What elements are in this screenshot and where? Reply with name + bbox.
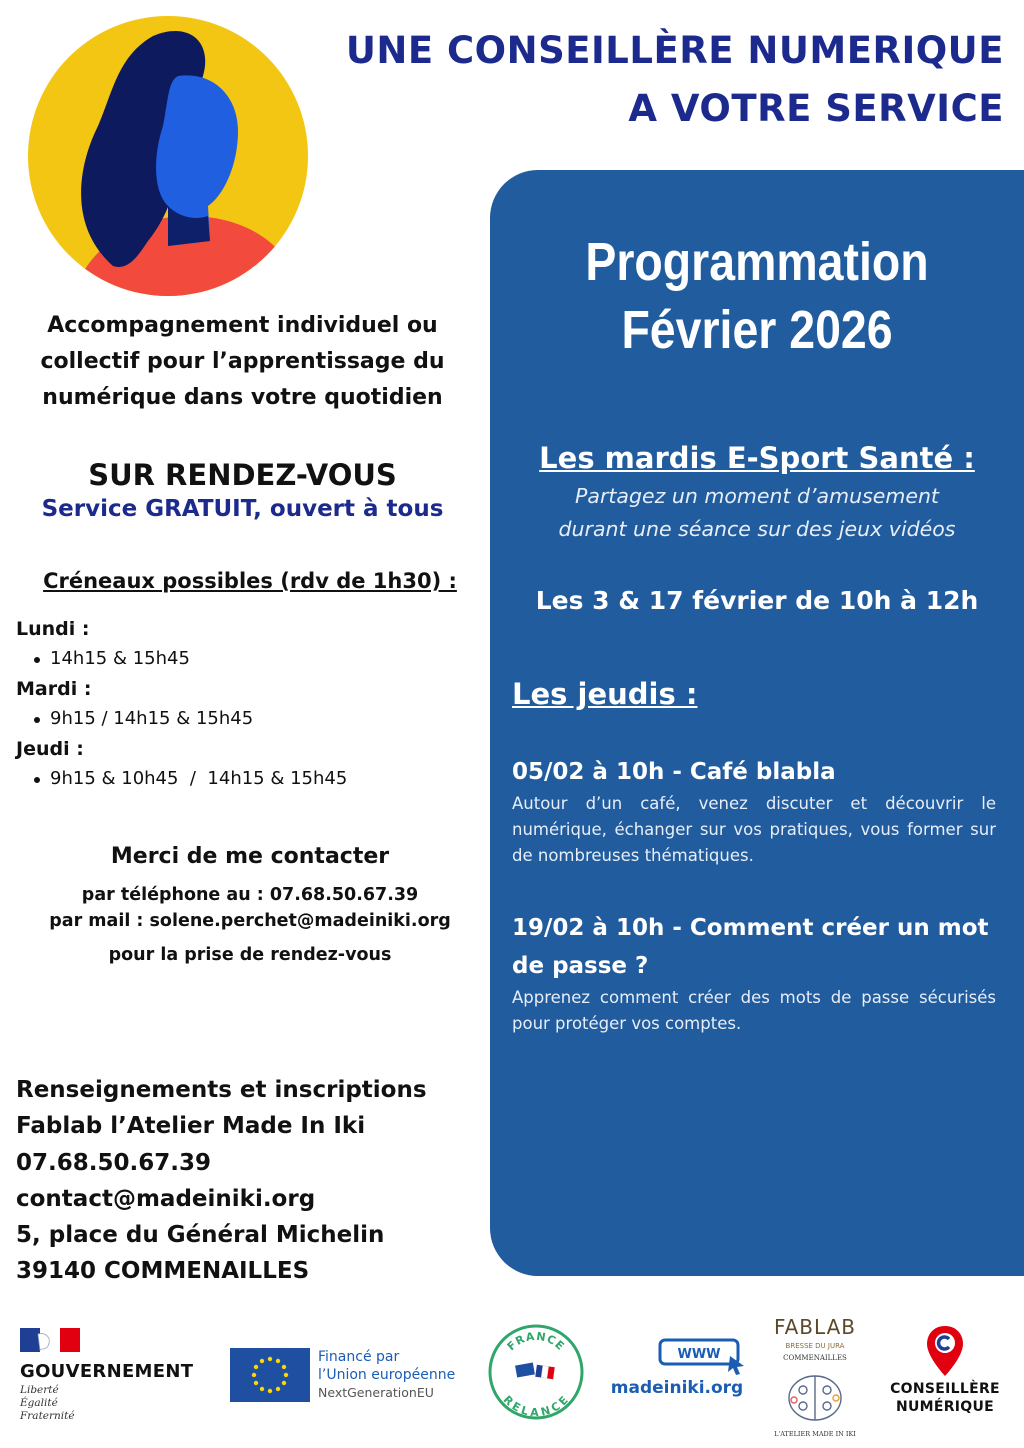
france-relance-logo — [486, 1322, 586, 1422]
intro-line-2: collectif pour l’apprentissage du — [40, 349, 445, 374]
eu-flag-icon — [230, 1348, 310, 1402]
event-description: Autour d’un café, venez discuter et découvrir le numérique, échanger sur vos pratiques, vous former sur de nombreuses thématiques. — [512, 794, 996, 865]
eu-nextgen: NextGenerationEU — [318, 1385, 434, 1400]
tuesday-dates: Les 3 & 17 février de 10h à 12h — [535, 586, 979, 615]
fablab-subtitle: BRESSE DU JURA — [785, 1342, 845, 1350]
info-city: 39140 COMMENAILLES — [16, 1258, 310, 1285]
gov-motto-liberte: Liberté — [20, 1384, 59, 1396]
slots-heading: Créneaux possibles (rdv de 1h30) : — [43, 569, 457, 593]
slot-day-monday: Lundi : — [16, 618, 90, 640]
contact-email[interactable]: par mail : solene.perchet@madeiniki.org — [49, 911, 451, 931]
slot-times-tuesday: 9h15 / 14h15 & 15h45 — [16, 703, 486, 735]
government-logo — [20, 1328, 210, 1423]
brain-icon — [789, 1376, 841, 1420]
tuesday-heading: Les mardis E-Sport Santé : — [539, 441, 975, 475]
conseillere-numerique-logo — [880, 1324, 1010, 1424]
tuesday-desc-line-1: Partagez un moment d’amusement — [575, 484, 939, 508]
www-browser-icon — [658, 1336, 748, 1376]
contact-note: pour la prise de rendez-vous — [108, 945, 392, 965]
info-address: 5, place du Général Michelin — [16, 1222, 385, 1249]
fablab-footer: L'ATELIER MADE IN IKI — [774, 1430, 856, 1438]
slot-day-thursday: Jeudi : — [16, 738, 84, 760]
marianne-flag-icon — [20, 1328, 80, 1352]
info-phone[interactable]: 07.68.50.67.39 — [16, 1149, 211, 1176]
slot-day-tuesday: Mardi : — [16, 678, 92, 700]
title-line-2: A VOTRE SERVICE — [628, 87, 1004, 130]
event-card — [512, 753, 996, 869]
website-logo[interactable] — [600, 1330, 760, 1420]
fablab-town: COMMENAILLES — [783, 1354, 847, 1362]
intro-line-1: Accompagnement individuel ou — [47, 313, 438, 338]
info-venue: Fablab l’Atelier Made In Iki — [16, 1113, 366, 1140]
cons-line-1: CONSEILLÈRE — [890, 1381, 1000, 1397]
title-line-1: UNE CONSEILLÈRE NUMERIQUE — [345, 29, 1004, 72]
intro-text — [10, 308, 475, 416]
tuesday-description — [510, 480, 1004, 546]
slots-list — [16, 615, 486, 795]
info-heading: Renseignements et inscriptions — [16, 1077, 427, 1103]
gov-motto-egalite: Égalité — [20, 1397, 58, 1409]
contact-phone[interactable]: par téléphone au : 07.68.50.67.39 — [81, 885, 419, 905]
relance-top-text: FRANCE — [504, 1329, 568, 1354]
intro-line-3: numérique dans votre quotidien — [42, 385, 443, 410]
fablab-logo — [760, 1308, 870, 1448]
program-panel — [490, 170, 1024, 1276]
gov-motto-fraternite: Fraternité — [20, 1410, 75, 1422]
relance-bottom-text: RELANCE — [500, 1393, 572, 1420]
event-title: 05/02 à 10h - Café blabla — [512, 759, 836, 785]
event-description: Apprenez comment créer des mots de passe sécurisés pour protéger vos comptes. — [512, 988, 996, 1033]
gov-name: GOUVERNEMENT — [20, 1361, 194, 1382]
contact-details — [10, 882, 490, 934]
partner-logos — [0, 1300, 1024, 1448]
program-title-line-1: Programmation — [585, 232, 929, 292]
info-block — [16, 1072, 486, 1290]
event-title: 19/02 à 10h - Comment créer un mot de passe ? — [512, 915, 989, 979]
fablab-title: FABLAB — [773, 1315, 857, 1339]
cons-line-2: NUMÉRIQUE — [895, 1399, 995, 1415]
www-badge-text: WWW — [677, 1347, 721, 1362]
slot-times-monday: 14h15 & 15h45 — [16, 643, 486, 675]
eu-funded-by: Financé par — [318, 1349, 400, 1365]
free-service-subtitle: Service GRATUIT, ouvert à tous — [41, 496, 444, 522]
advisor-avatar-illustration — [28, 16, 308, 296]
event-card — [512, 909, 996, 1037]
eu-funding-logo — [230, 1348, 480, 1404]
website-url[interactable]: madeiniki.org — [610, 1378, 744, 1398]
thursday-heading: Les jeudis : — [512, 677, 698, 711]
appointment-heading: SUR RENDEZ-VOUS — [88, 458, 397, 492]
slot-times-thursday: 9h15 & 10h45 / 14h15 & 15h45 — [16, 763, 486, 795]
eu-union: l’Union européenne — [318, 1367, 456, 1383]
tuesday-desc-line-2: durant une séance sur des jeux vidéos — [558, 517, 956, 541]
info-email[interactable]: contact@madeiniki.org — [16, 1185, 316, 1212]
contact-heading: Merci de me contacter — [110, 844, 390, 869]
map-pin-icon — [925, 1324, 965, 1378]
page-title — [284, 22, 1004, 138]
program-title — [527, 228, 986, 364]
program-title-line-2: Février 2026 — [621, 300, 893, 360]
